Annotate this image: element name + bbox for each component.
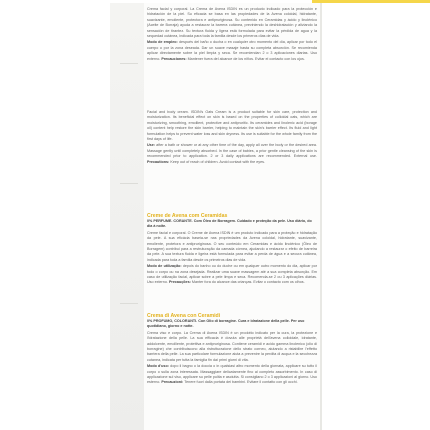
portuguese-description: Creme facial e corporal. O Creme de Avena ISDIN é um produto indicado para a proteção e hidratação da pele. A sua eficácia baseia-se nas propriedades da Avena coloidal, hidratante, suavizante, emoliente, protetora e antipruriginosa. O seu conteúdo em Ceramidas e ácido linolénico (Óleo de Borragem) contribui para a restruturação da camada córnea, ajudando a restaurar o efeito de barreira da pele. A sua textura fluida e ligeira está formulada para evitar a perda de água e a secura cutânea, indicada para toda a família desde os primeiros dias de vida. xyxy=(147,230,317,262)
english-usage-label: Use: xyxy=(147,143,155,148)
italian-description: Crema viso e corpo. La Crema di Avena ISDIN è un prodotto indicato per la cura, la protezione e l'idratazione della pelle. La sua efficacia è dovuta alle proprietà dell'avena colloidale, idratante, addolcente, emolliente, protettiva e antipruriginosa. Contiene ceramidi e acido gamma linolenico (olio di borragine) che contribuiscono alla ristrutturazione dello strato corneo, aiutando a ristabilire l'effetto barriera della pelle. La sua particolare formulazione aiuta a prevenire la perdita di acqua e la secchezza cutanea, indicata per tutta la famiglia fin dai primi giorni di vita. xyxy=(147,330,317,362)
strip-line xyxy=(120,63,138,64)
spanish-precautions-text: Mantener fuera del alcance de los niños. Evitar el contacto con los ojos. xyxy=(186,56,305,61)
portuguese-section xyxy=(147,213,317,286)
panel-right-edge xyxy=(320,3,322,430)
italian-heading: Crema di Avena con Ceramidi xyxy=(147,313,221,319)
english-usage-text: after a bath or shower or at any other time of the day, apply all over the body or the desired area. Massage gently until completely absorbed. In the case of babies, a prior gentle cleansing of the skin is recommended prior to application. 2 or 3 daily applications are recommended. External use. xyxy=(147,143,317,159)
strip-line xyxy=(120,303,138,304)
side-strip xyxy=(110,3,145,430)
italian-usage-text: dopo il bagno o la doccia o in qualsiasi altro momento della giornata, applicare su tutto il corpo o sulla zona interessata. Massaggiare delicatamente fino al completo assorbimento. In caso di applicazione sul viso, applicare su pelle pulita e asciutta. Si consigliano 2 o 3 applicazioni al giorno. Uso esterno. xyxy=(147,364,317,385)
english-precautions-label: Precautions: xyxy=(147,159,170,164)
italian-precautions-text: Tenere fuori dalla portata dei bambini. Evitare il contatto con gli occhi. xyxy=(183,380,298,385)
italian-precautions-label: Precauzioni: xyxy=(161,380,184,385)
yellow-band xyxy=(312,0,430,3)
spanish-description: Crema facial y corporal. La Crema de Avena ISDIN es un producto indicado para la protección e hidratación de la piel. Su eficacia se basa en las propiedades de la Avena coloidal, hidratante, suavizante, emoliente, protectora e antipruriginosa. Su contenido en Ceramidas y ácido y linolénico (Aceite de Borraja) ayuda a restaurar la barrera cutánea, previniendo la deshidratación y aliviando la sensación de tirantez. Su textura fluida y ligera está formulada para evitar la pérdida de agua y la sequedad cutánea, indicada para toda la familia desde los primeros días de vida. xyxy=(147,7,317,39)
spanish-usage-label: Modo de empleo: xyxy=(147,40,178,45)
portuguese-usage-text: depois do banho ou do duche ou em qualquer outro momento do dia, aplicar por todo o corpo ou na zona desejada. Realizar uma suave massagem até a sua completa absorção. Em caso de utilização facial, aplicar sobre a pele limpa e seca. Recomenda-se 2 ou 3 aplicações diárias. Uso externo. xyxy=(147,264,317,285)
portuguese-subtitle: 0% PERFUME. CORANTE. Com Óleo de Borragem. Cuidado e proteção da pele. Uso diário, do dia à noite. xyxy=(147,219,312,229)
italian-subtitle: 0% PROFUMO, COLORANTI. Con Olio di borragine. Cura e idratazione della pelle. Per uso quotidiano, giorno e notte. xyxy=(147,319,305,329)
portuguese-usage-label: Modo de utilização: xyxy=(147,264,182,269)
italian-usage xyxy=(147,364,317,386)
text-panel xyxy=(144,3,320,430)
strip-line xyxy=(120,183,138,184)
portuguese-usage xyxy=(147,264,317,286)
italian-usage-label: Modo d'uso: xyxy=(147,364,169,369)
english-precautions-text: Keep out of reach of children. Avoid contact with the eyes. xyxy=(169,159,266,164)
spanish-precautions-label: Precauciones: xyxy=(161,56,187,61)
portuguese-precautions-text: Manter fora do alcance das crianças. Evitar o contacto com os olhos. xyxy=(190,280,305,285)
english-section xyxy=(147,110,317,165)
portuguese-heading: Creme de Avena com Ceramidas xyxy=(147,213,228,219)
english-usage xyxy=(147,143,317,165)
italian-section xyxy=(147,313,317,386)
english-description: Facial and body cream. ISDIN's Oats Cream is a product suitable for skin care, protection and moisturization. Its beneficial effect on skin is based on the properties of colloidal oats, which are moisturizing, smoothing, emollient, protective and antipruritic. Its ceramides and linolenic acid (borage oil) content help restore the skin barrier, helping to maintain the skin's barrier effect. Its fluid and light formulation helps to prevent water loss and skin dryness. Its use is suitable for the whole family from the first days of life. xyxy=(147,110,317,142)
spanish-usage xyxy=(147,40,317,62)
spanish-section xyxy=(147,7,317,62)
spanish-usage-text: después del baño o ducha o en cualquier otro momento del día, aplicar por todo el cuerpo o por la zona deseada. Dar un suave masaje hasta su completa absorción. Se recomienda aplicar directamente sobre la piel limpia y seca. Se recomiendan 2 o 3 aplicaciones diarias. Uso externo. xyxy=(147,40,317,61)
portuguese-precautions-label: Precauções: xyxy=(168,280,191,285)
